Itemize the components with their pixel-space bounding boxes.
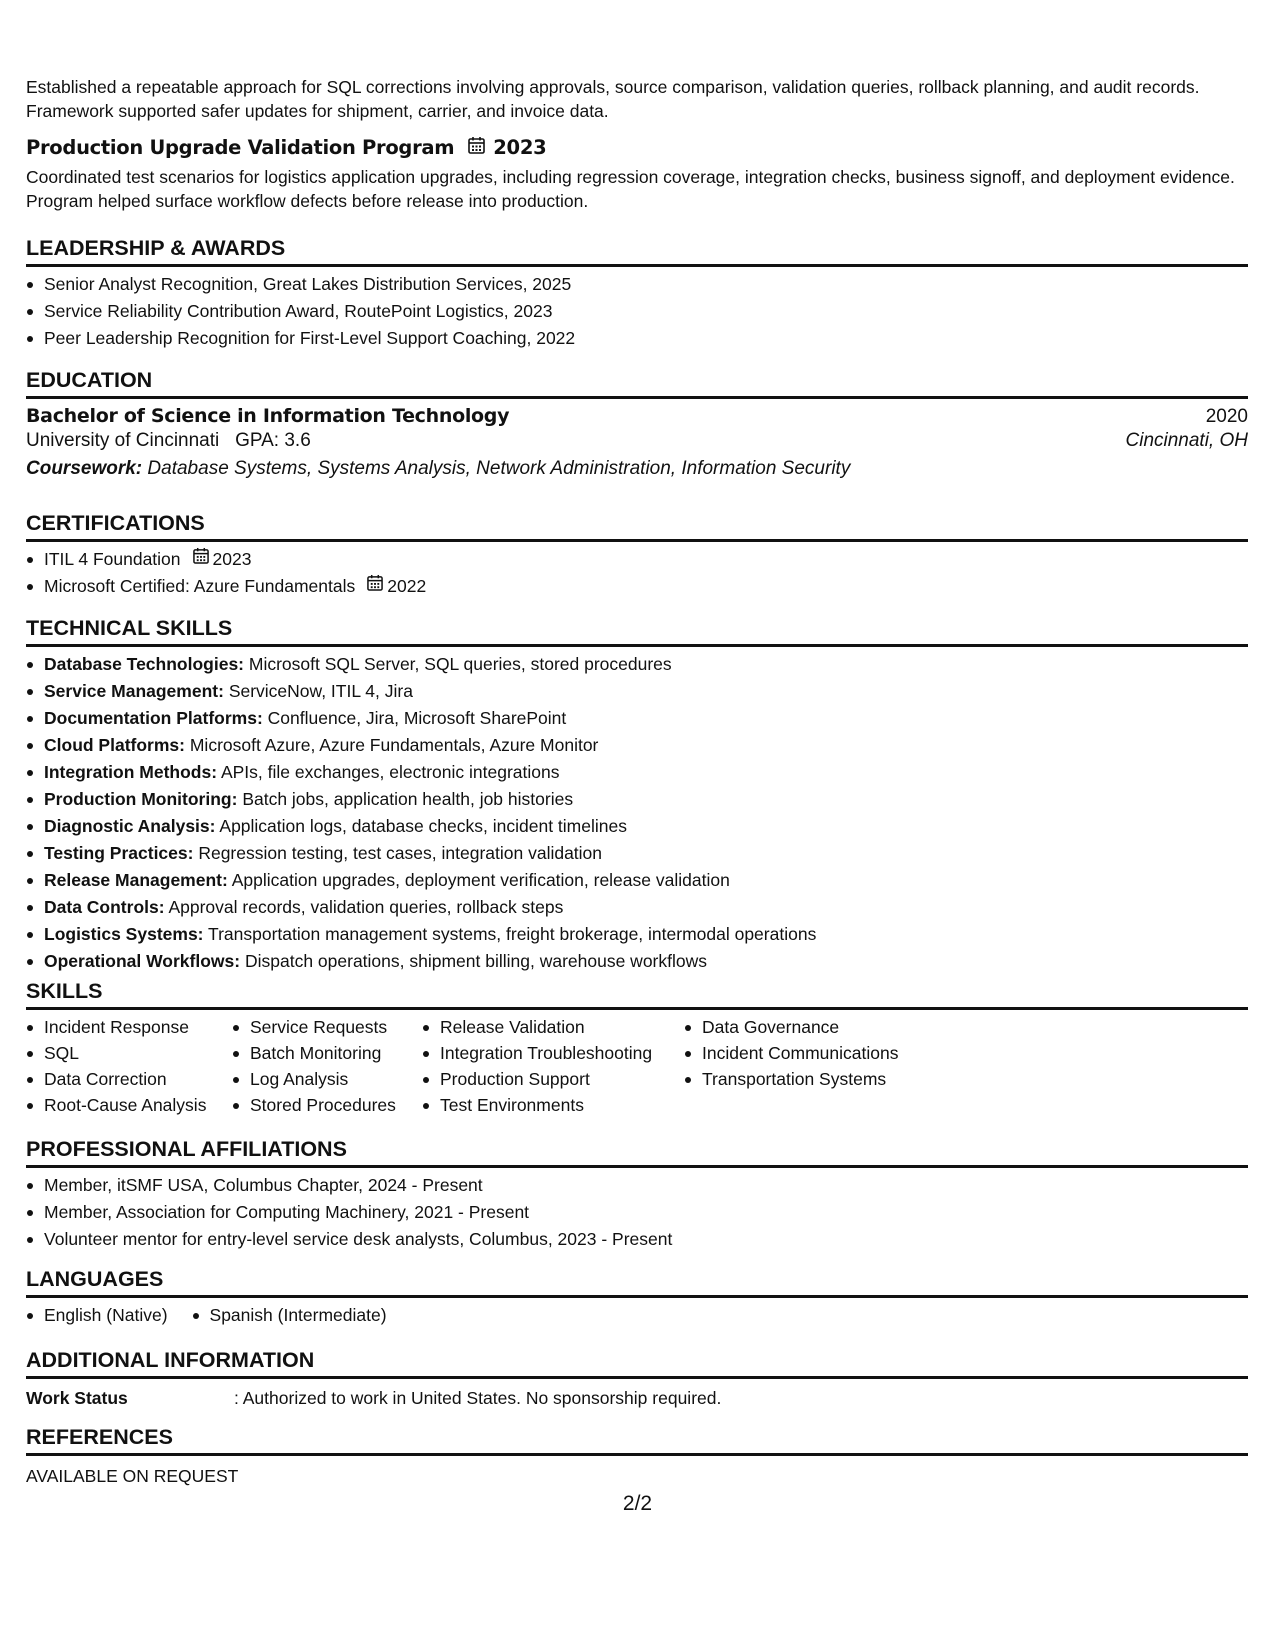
skill-category: Production Monitoring: [44,789,238,809]
certification-name: ITIL 4 Foundation [44,549,181,569]
affiliations-list [26,1172,1248,1253]
coursework: Database Systems, Systems Analysis, Network Administration, Information Security [147,458,851,479]
skills-column [422,1014,684,1118]
skill-item: Test Environments [422,1092,684,1118]
certifications-section [26,509,1248,600]
section-heading: CERTIFICATIONS [26,509,1248,542]
languages-list [26,1302,1248,1329]
skill-item: Integration Troubleshooting [422,1040,684,1066]
references-text: AVAILABLE ON REQUEST [26,1466,239,1486]
references-section [26,1423,1248,1488]
certification-name: Microsoft Certified: Azure Fundamentals [44,576,356,596]
coursework-line [26,458,1248,480]
section-heading: REFERENCES [26,1423,1248,1456]
technical-skill-item [26,651,1248,678]
skill-category: Integration Methods: [44,762,218,782]
skill-category: Cloud Platforms: [44,735,185,755]
leadership-list [26,271,1248,352]
certification-year: 2022 [387,576,427,596]
skill-values: Confluence, Jira, Microsoft SharePoint [267,708,567,728]
section-heading: LANGUAGES [26,1265,1248,1298]
project-description: Coordinated test scenarios for logistics application upgrades, including regression coverage, integration checks, business signoff, and deployment evidence. Program helped surface workflow defects before release into production. [26,167,1235,211]
technical-skills-list [26,651,1248,975]
gpa: GPA: 3.6 [235,430,311,451]
skill-values: Regression testing, test cases, integration validation [198,843,603,863]
section-heading: ADDITIONAL INFORMATION [26,1346,1248,1379]
skill-item: Log Analysis [232,1066,422,1092]
section-heading: PROFESSIONAL AFFILIATIONS [26,1135,1248,1168]
technical-skill-item [26,786,1248,813]
skill-category: Testing Practices: [44,843,194,863]
technical-skill-item [26,732,1248,759]
coursework-label: Coursework: [26,458,143,479]
skills-column [26,1014,232,1118]
technical-skill-item [26,867,1248,894]
page-number: 2/2 [622,1492,653,1515]
certifications-list [26,546,1248,600]
certification-item [26,546,1248,573]
skill-values: Approval records, validation queries, rollback steps [168,897,564,917]
work-status-value: : Authorized to work in United States. No sponsorship required. [234,1388,722,1408]
graduation-year: 2020 [1205,406,1248,427]
skills-grid [26,1014,1248,1118]
degree: Bachelor of Science in Information Technology [26,405,510,427]
school-line [26,430,311,452]
affiliation-item: Volunteer mentor for entry-level service desk analysts, Columbus, 2023 - Present [26,1226,1248,1253]
technical-skill-item [26,948,1248,975]
section-heading: EDUCATION [26,366,1248,399]
skill-values: APIs, file exchanges, electronic integrations [220,762,560,782]
affiliations-section [26,1135,1248,1253]
skill-values: Transportation management systems, freight brokerage, intermodal operations [208,924,817,944]
section-heading: TECHNICAL SKILLS [26,614,1248,647]
education-section [26,366,1248,480]
calendar-icon [367,572,383,599]
skill-values: Dispatch operations, shipment billing, warehouse workflows [244,951,708,971]
award-item: Peer Leadership Recognition for First-Level Support Coaching, 2022 [26,325,1248,352]
section-heading: SKILLS [26,977,1248,1010]
skill-item: Data Correction [26,1066,232,1092]
skill-category: Release Management: [44,870,228,890]
school-location: Cincinnati, OH [1125,430,1248,451]
section-heading: LEADERSHIP & AWARDS [26,234,1248,267]
technical-skill-item [26,894,1248,921]
skills-section [26,977,1248,1118]
skills-column [684,1014,944,1118]
additional-info-section [26,1346,1248,1410]
skill-category: Service Management: [44,681,224,701]
technical-skill-item [26,678,1248,705]
certification-year: 2023 [212,549,252,569]
leadership-section [26,234,1248,352]
skill-category: Logistics Systems: [44,924,204,944]
skill-item: Stored Procedures [232,1092,422,1118]
affiliation-item: Member, Association for Computing Machinery, 2021 - Present [26,1199,1248,1226]
skill-item: Service Requests [232,1014,422,1040]
skill-category: Data Controls: [44,897,165,917]
skill-item: Incident Response [26,1014,232,1040]
skill-item: Batch Monitoring [232,1040,422,1066]
skill-category: Operational Workflows: [44,951,241,971]
work-status-label: Work Status [26,1388,128,1408]
technical-skill-item [26,921,1248,948]
award-item: Service Reliability Contribution Award, RoutePoint Logistics, 2023 [26,298,1248,325]
skill-item: Release Validation [422,1014,684,1040]
skills-column [232,1014,422,1118]
skill-values: Application logs, database checks, incident timelines [219,816,627,836]
skill-category: Diagnostic Analysis: [44,816,216,836]
calendar-icon [468,135,485,161]
skill-category: Documentation Platforms: [44,708,263,728]
projects-section [26,75,1248,213]
language-item: English (Native) [26,1302,168,1329]
skill-item: Production Support [422,1066,684,1092]
skill-item: SQL [26,1040,232,1066]
technical-skill-item [26,840,1248,867]
language-item: Spanish (Intermediate) [192,1302,387,1329]
calendar-icon [193,545,209,572]
skill-values: Application upgrades, deployment verification, release validation [231,870,730,890]
technical-skill-item [26,759,1248,786]
skill-values: ServiceNow, ITIL 4, Jira [228,681,413,701]
skill-values: Microsoft Azure, Azure Fundamentals, Azure Monitor [189,735,599,755]
project-description: Established a repeatable approach for SQL corrections involving approvals, source comparison, validation queries, rollback planning, and audit records. Framework supported safer updates for shipment, carrier, and invoice data. [26,77,1200,121]
project-title: Production Upgrade Validation Program [26,136,455,159]
technical-skill-item [26,813,1248,840]
skill-item: Data Governance [684,1014,944,1040]
skill-item: Incident Communications [684,1040,944,1066]
technical-skills-section [26,614,1248,975]
languages-section [26,1265,1248,1329]
technical-skill-item [26,705,1248,732]
skill-category: Database Technologies: [44,654,245,674]
certification-item [26,573,1248,600]
project-year: 2023 [493,136,547,159]
skill-item: Transportation Systems [684,1066,944,1092]
skill-values: Microsoft SQL Server, SQL queries, stored procedures [248,654,672,674]
project-title-row [26,135,1248,161]
school-name: University of Cincinnati [26,430,220,451]
affiliation-item: Member, itSMF USA, Columbus Chapter, 2024 - Present [26,1172,1248,1199]
skill-item: Root-Cause Analysis [26,1092,232,1118]
award-item: Senior Analyst Recognition, Great Lakes Distribution Services, 2025 [26,271,1248,298]
skill-values: Batch jobs, application health, job histories [242,789,574,809]
